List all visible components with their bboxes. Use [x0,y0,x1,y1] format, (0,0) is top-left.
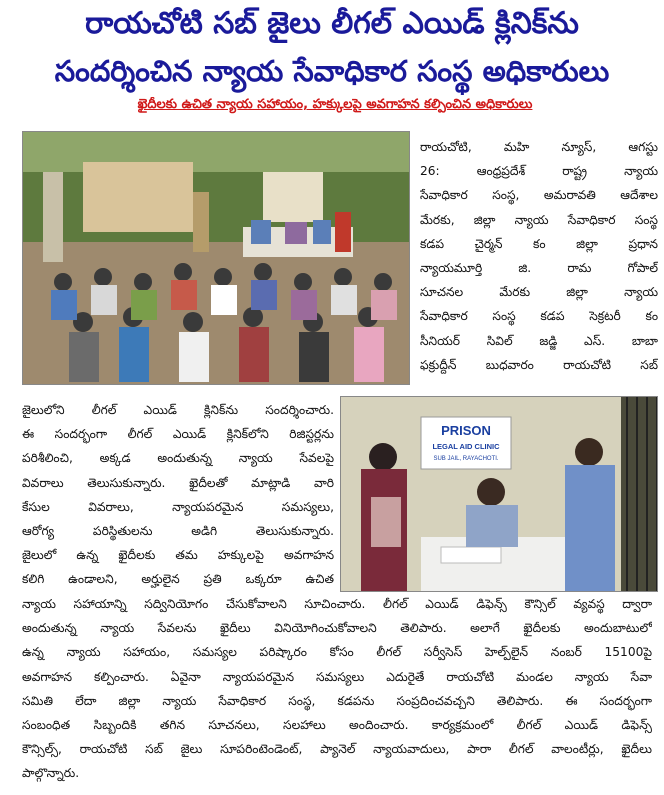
article-line: కలిగి ఉండాలని, అర్హులైన ప్రతి ఒక్కరూ ఉచిత [22,572,334,587]
article-line: న్యాయమూర్తి జి. రామ గోపాల్ [420,260,658,275]
article-left-column [22,398,334,592]
article-line: న్యాయ సహాయాన్ని సద్వినియోగం చేసుకోవాలని సూచించారు. లీగల్ ఎయిడ్ డిఫెన్స్ కౌన్సిల్ వ్యవస్థ ద్వారా [22,597,652,611]
article-line: అవగాహన కల్పించారు. ఏవైనా న్యాయపరమైన సమస్యలు ఎదురైతే రాయచోటి మండల న్యాయ సేవా [22,669,652,684]
article-line: వివరాలు తెలుసుకున్నారు. ఖైదీలతో మాట్లాడి వారి [22,475,334,490]
clinic-sign-line1: PRISON [441,423,491,438]
article-line: అందుతున్న న్యాయ సేవలను ఖైదీలు వినియోగించుకోవాలని తెలిపారు. అలాగే ఖైదీలకు అందుబాటులో [22,621,652,636]
article-full-width [22,592,652,786]
clinic-illustration [341,397,658,592]
article-line: సేవాధికార సంస్థ, అమరావతి ఆదేశాల [420,188,658,203]
article-line: కడప చైర్మన్ కం జిల్లా ప్రధాన [420,236,658,251]
legal-aid-clinic-photo [340,396,658,592]
article-right-column [420,135,658,377]
headline-line-1: రాయచోటి సబ్ జైలు లీగల్ ఎయిడ్ క్లినిక్‌ను [85,6,579,41]
article-line: పరిశీలించి, అక్కడ అందుతున్న న్యాయ సేవలపై [22,451,334,466]
headline-line-2: సందర్శించిన న్యాయ సేవాధికార సంస్థ అధికారులు [54,54,610,88]
article-line: సేవాధికార సంస్థ కడప సెక్రటరీ కం [420,309,658,324]
article-line: ఆరోగ్య పరిస్థితులను అడిగి తెలుసుకున్నారు. [22,523,334,538]
article-line: రాయచోటి, మహి న్యూస్, ఆగస్టు [420,140,658,154]
clinic-sign-line3: SUB JAIL, RAYACHOTI. [433,456,499,462]
article-line: 26: ఆంధ్రప్రదేశ్ రాష్ట్ర న్యాయ [420,164,658,179]
outdoor-meeting-illustration [23,132,410,385]
article-line: ఈ సందర్భంగా లీగల్ ఎయిడ్ క్లినిక్‌లోని రిజిస్టర్లను [22,427,334,442]
article-line: సమితి లేదా జిల్లా న్యాయ సేవాధికార సంస్థ, కడపను సంప్రదించవచ్చని తెలిపారు. ఈ సందర్భంగా [22,693,652,708]
clinic-sign-line2: LEGAL AID CLINIC [432,442,500,451]
article-line: సంబంధిత సిబ్బందికి తగిన సూచనలు, సలహాలు అందించారు. కార్యక్రమంలో లీగల్ ఎయిడ్ డిఫెన్స్ [22,717,652,732]
article-line: ఫక్రుద్దీన్ బుధవారం రాయచోటి సబ్ [420,357,658,372]
outdoor-meeting-photo [22,131,410,385]
article-line: జైలులో ఉన్న ఖైదీలకు తమ హక్కులపై అవగాహన [22,548,334,563]
article-line: సీనియర్ సివిల్ జడ్జి ఎస్. బాబా [420,333,658,348]
article-line: జైలులోని లీగల్ ఎయిడ్ క్లినిక్‌ను సందర్శించారు. [22,403,334,417]
article-line: కేసుల వివరాలు, న్యాయపరమైన సమస్యలు, [22,499,334,514]
article-line: ఉన్న న్యాయ సహాయం, సమస్యల పరిష్కారం కోసం లీగల్ సర్వీసెస్ హెల్ప్‌లైన్ నంబర్ 15100పై [22,645,652,660]
article-line: కౌన్సిల్స్, రాయచోటి సబ్ జైలు సూపరింటెండెంట్, ప్యానెల్ న్యాయవాదులు, పారా లీగల్ వాలంటీర్లు, ఖైదీలు [22,742,652,757]
subheadline: ఖైదీలకు ఉచిత న్యాయ సహాయం, హక్కులపై అవగాహన కల్పించిన అధికారులు [137,97,533,112]
article-line: పాల్గొన్నారు. [22,766,80,781]
article-line: సూచనల మేరకు జిల్లా న్యాయ [420,285,658,300]
article-line: మేరకు, జిల్లా న్యాయ సేవాధికార సంస్థ [420,212,658,227]
